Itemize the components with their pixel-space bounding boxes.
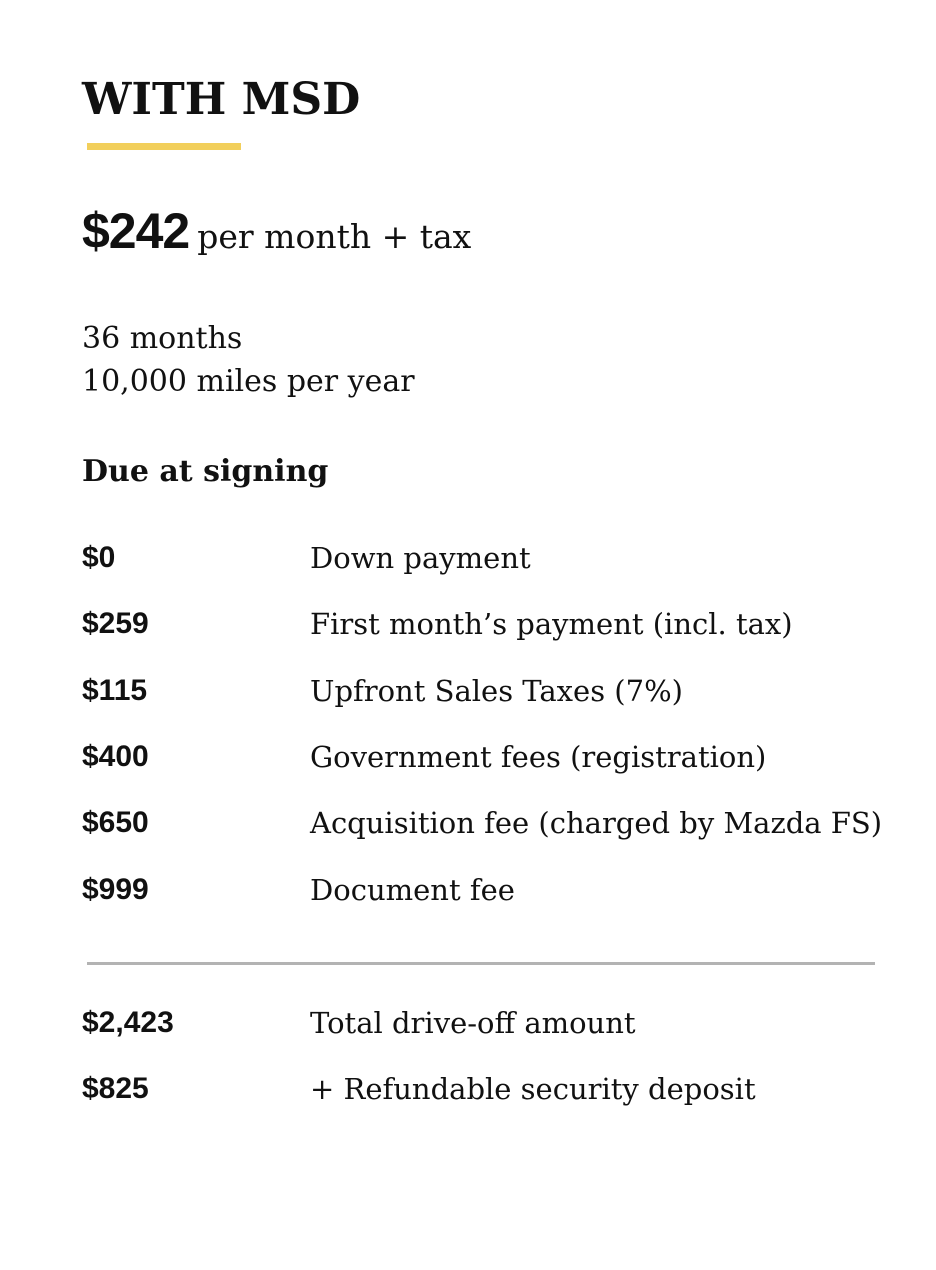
- page-title: WITH MSD: [82, 74, 361, 125]
- lease-term-mileage: 10,000 miles per year: [82, 364, 415, 399]
- due-at-signing-heading: Due at signing: [82, 454, 329, 489]
- fee-row-government-fees: [82, 735, 902, 779]
- fee-label: First month’s payment (incl. tax): [310, 607, 793, 641]
- total-label: Total drive-off amount: [310, 1006, 636, 1040]
- total-label: + Refundable security deposit: [310, 1072, 756, 1106]
- fee-amount: $0: [82, 541, 116, 574]
- lease-terms: [82, 317, 415, 403]
- fee-row-first-month: [82, 602, 902, 646]
- total-row-drive-off: [82, 1001, 902, 1045]
- fee-row-document-fee: [82, 868, 902, 912]
- monthly-price: [82, 202, 471, 260]
- title-underline-accent: [87, 143, 241, 150]
- fee-amount: $259: [82, 607, 149, 640]
- monthly-price-amount: $242: [82, 203, 190, 259]
- fee-label: Upfront Sales Taxes (7%): [310, 674, 683, 708]
- total-amount: $825: [82, 1072, 149, 1105]
- total-amount: $2,423: [82, 1006, 174, 1039]
- fee-row-acquisition-fee: [82, 801, 902, 845]
- fee-label: Down payment: [310, 541, 531, 575]
- fee-amount: $400: [82, 740, 149, 773]
- lease-term-months: 36 months: [82, 321, 243, 356]
- fee-label: Document fee: [310, 873, 515, 907]
- fee-amount: $999: [82, 873, 149, 906]
- fee-label: Government fees (registration): [310, 740, 767, 774]
- fee-amount: $650: [82, 806, 149, 839]
- fee-row-sales-taxes: [82, 669, 902, 713]
- monthly-price-suffix: per month + tax: [197, 217, 472, 256]
- totals-divider: [87, 962, 875, 965]
- fee-row-down-payment: [82, 536, 902, 580]
- fee-label: Acquisition fee (charged by Mazda FS): [310, 806, 883, 840]
- fee-amount: $115: [82, 674, 148, 707]
- total-row-security-deposit: [82, 1067, 902, 1111]
